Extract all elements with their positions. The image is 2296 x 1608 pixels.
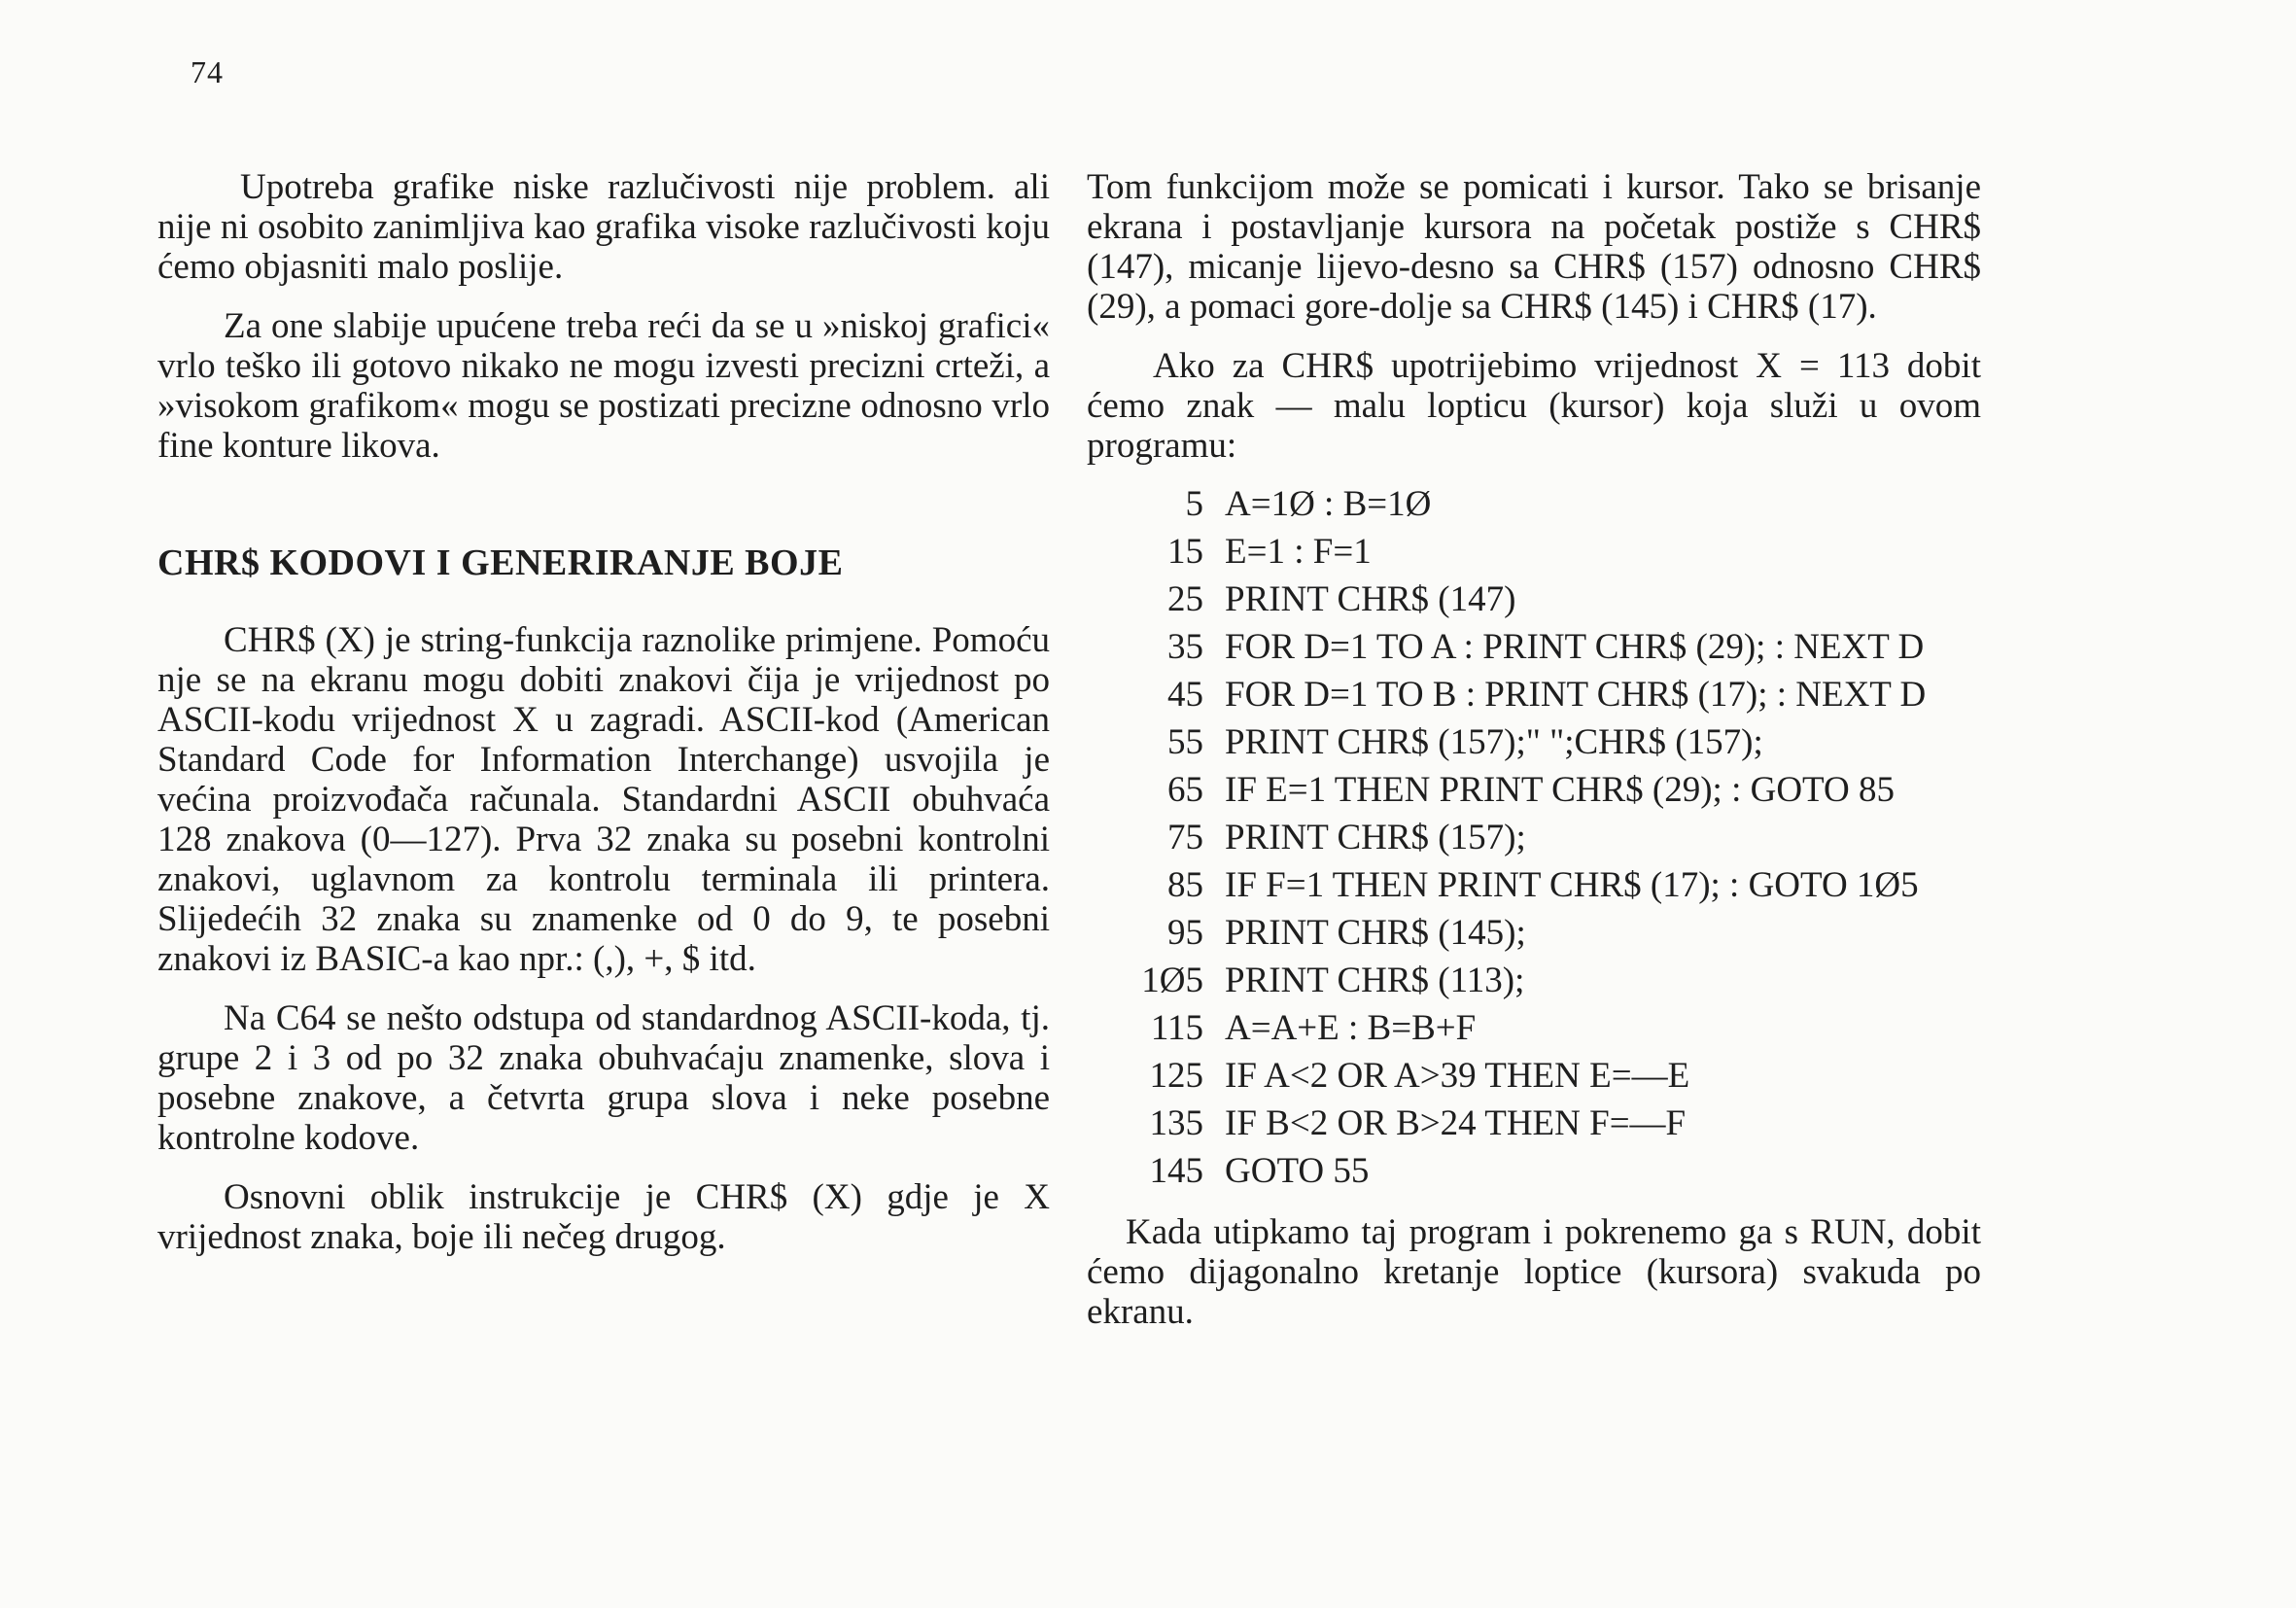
paragraph-c64-ascii: Na C64 se nešto odstupa od standardnog ASCII-koda, tj. grupe 2 i 3 od po 32 znaka obuhvaćaju znamenke, slova i posebne znakove, a četvrta grupa slova i neke posebne kontrolne kodove.: [157, 998, 1050, 1158]
code-statement: PRINT CHR$ (157);: [1225, 818, 1526, 857]
code-statement: A=1Ø : B=1Ø: [1225, 484, 1432, 524]
code-statement: PRINT CHR$ (145);: [1225, 913, 1526, 953]
code-statement: IF E=1 THEN PRINT CHR$ (29); : GOTO 85: [1225, 770, 1895, 810]
code-statement: PRINT CHR$ (147): [1225, 579, 1516, 619]
line-number: 145: [1149, 1151, 1203, 1191]
code-line: [1087, 723, 1981, 762]
code-statement: PRINT CHR$ (113);: [1225, 961, 1525, 1000]
paragraph-program-result: Kada utipkamo taj program i pokrenemo ga s RUN, dobit ćemo dijagonalno kretanje loptice (kursora) svakuda po ekranu.: [1087, 1212, 1981, 1332]
line-number: 55: [1167, 722, 1203, 762]
line-number: 35: [1167, 627, 1203, 667]
paragraph-chr-syntax: Osnovni oblik instrukcije je CHR$ (X) gdje je X vrijednost znaka, boje ili nečeg drugog.: [157, 1177, 1050, 1257]
code-line: [1087, 676, 1981, 715]
code-statement: IF F=1 THEN PRINT CHR$ (17); : GOTO 1Ø5: [1225, 865, 1919, 905]
code-line: [1087, 485, 1981, 524]
line-number: 125: [1149, 1056, 1203, 1096]
code-statement: E=1 : F=1: [1225, 532, 1372, 572]
line-number: 85: [1167, 865, 1203, 905]
code-statement: A=A+E : B=B+F: [1225, 1008, 1477, 1048]
code-line: [1087, 580, 1981, 619]
code-statement: FOR D=1 TO A : PRINT CHR$ (29); : NEXT D: [1225, 627, 1925, 667]
code-statement: IF A<2 OR A>39 THEN E=—E: [1225, 1056, 1690, 1096]
line-number: 115: [1150, 1008, 1203, 1048]
line-number: 25: [1167, 579, 1203, 619]
section-heading: CHR$ KODOVI I GENERIRANJE BOJE: [157, 542, 844, 583]
line-number: 95: [1167, 913, 1203, 953]
code-line: [1087, 1104, 1981, 1143]
paragraph-chr-function: CHR$ (X) je string-funkcija raznolike primjene. Pomoću nje se na ekranu mogu dobiti znakovi čija je vrijednost po ASCII-kodu vrijednost X u zagradi. ASCII-kod (American Standard Code for Information Interchange) usvojila je većina proizvođača računala. Standardni ASCII obuhvaća 128 znakova (0—127). Prva 32 znaka su posebni kontrolni znakovi, uglavnom za kontrolu terminala ili printera. Slijedećih 32 znaka su znamenke od 0 do 9, te posebni znakovi iz BASIC-a kao npr.: (,), +, $ itd.: [157, 620, 1050, 979]
line-number: 135: [1149, 1103, 1203, 1143]
paragraph-low-vs-high-graphics: Za one slabije upućene treba reći da se u »niskoj grafici« vrlo teško ili gotovo nikako ne mogu izvesti precizni crteži, a »visokom grafikom« mogu se postizati precizne odnosno vrlo fine konture likova.: [157, 306, 1050, 466]
code-line: [1087, 628, 1981, 667]
code-statement: PRINT CHR$ (157);" ";CHR$ (157);: [1225, 722, 1763, 762]
basic-program-listing: [1087, 485, 1981, 1191]
line-number: 5: [1185, 484, 1203, 524]
paragraph-program-intro: Ako za CHR$ upotrijebimo vrijednost X = 113 dobit ćemo znak — malu lopticu (kursor) koja služi u ovom programu:: [1087, 346, 1981, 466]
code-line: [1087, 1152, 1981, 1191]
left-column: [157, 167, 1050, 1276]
line-number: 65: [1167, 770, 1203, 810]
code-line: [1087, 914, 1981, 953]
line-number: 1Ø5: [1141, 961, 1203, 1000]
code-line: [1087, 1057, 1981, 1096]
code-line: [1087, 771, 1981, 810]
right-column: [1087, 167, 1981, 1351]
page-number: 74: [191, 54, 224, 89]
line-number: 15: [1167, 532, 1203, 572]
line-number: 45: [1167, 675, 1203, 715]
code-line: [1087, 961, 1981, 1000]
paragraph-cursor-movement: Tom funkcijom može se pomicati i kursor. Tako se brisanje ekrana i postavljanje kursora na početak postiže s CHR$ (147), micanje lijevo-desno sa CHR$ (157) odnosno CHR$ (29), a pomaci gore-dolje sa CHR$ (145) i CHR$ (17).: [1087, 167, 1981, 327]
code-line: [1087, 1009, 1981, 1048]
code-line: [1087, 533, 1981, 572]
code-statement: GOTO 55: [1225, 1151, 1370, 1191]
line-number: 75: [1167, 818, 1203, 857]
code-line: [1087, 866, 1981, 905]
code-statement: FOR D=1 TO B : PRINT CHR$ (17); : NEXT D: [1225, 675, 1927, 715]
code-line: [1087, 819, 1981, 857]
paragraph-low-res-graphics: Upotreba grafike niske razlučivosti nije problem. ali nije ni osobito zanimljiva kao grafika visoke razlučivosti koju ćemo objasniti malo poslije.: [157, 167, 1050, 287]
code-statement: IF B<2 OR B>24 THEN F=—F: [1225, 1103, 1687, 1143]
